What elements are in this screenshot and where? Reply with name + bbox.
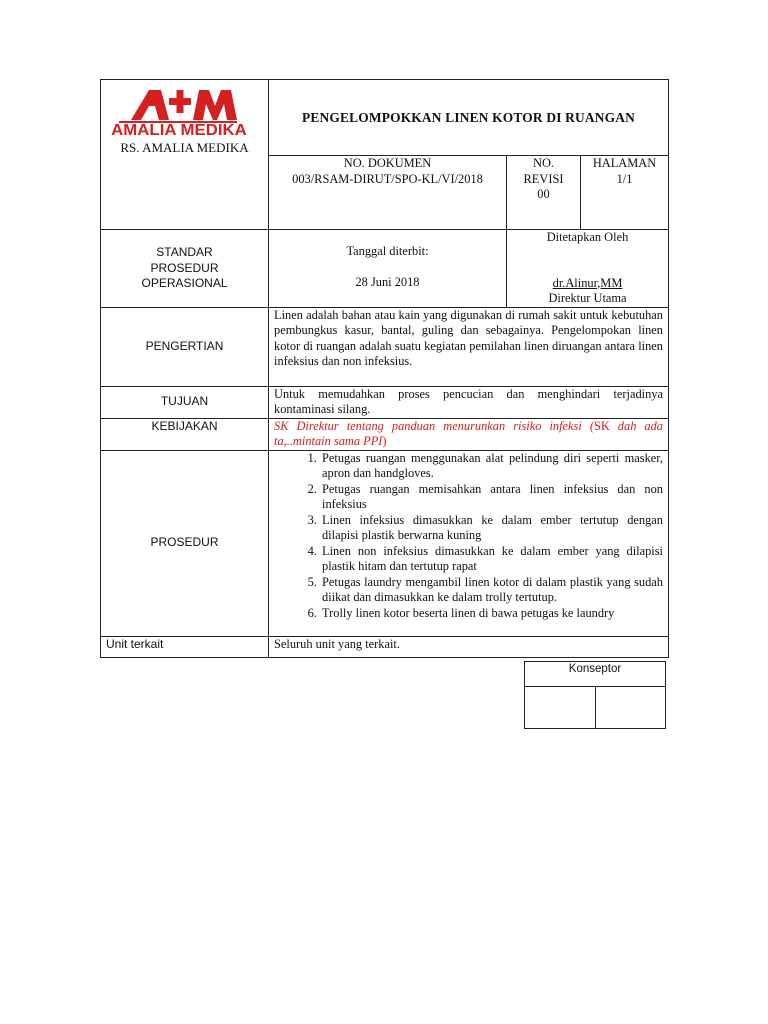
page-label: HALAMAN xyxy=(592,156,657,171)
unit-text: Seluruh unit yang terkait. xyxy=(269,636,669,657)
page-value: 1/1 xyxy=(616,171,633,186)
revision-value: 00 xyxy=(537,187,550,202)
issued-date: 28 Juni 2018 xyxy=(355,274,420,289)
issued-cell xyxy=(269,230,507,308)
pengertian-label: PENGERTIAN xyxy=(101,307,269,386)
prosedur-step: 5. Petugas laundry mengambil linen kotor di dalam plastik yang sudah diikat dan dimasukkan ke dalam trolly tertutup. xyxy=(320,575,663,606)
prosedur-step: 3. Linen infeksius dimasukkan ke dalam ember tertutup dengan dilapisi plastik berwarna kuning xyxy=(320,513,663,544)
sop-label-line3: OPERASIONAL xyxy=(141,276,228,290)
logo-subtitle: AMALIA MEDIKA xyxy=(111,122,247,139)
kebijakan-note-sk: SK xyxy=(593,418,610,433)
page-cell xyxy=(581,156,669,230)
approver-title: Direktur Utama xyxy=(548,291,627,305)
amalia-medika-logo xyxy=(109,84,259,144)
prosedur-list xyxy=(274,451,663,622)
doc-number-value: 003/RSAM-DIRUT/SPO-KL/VI/2018 xyxy=(292,171,483,186)
revision-label: NO. REVISI xyxy=(523,156,564,186)
kebijakan-cell xyxy=(269,418,669,450)
doc-number-label: NO. DOKUMEN xyxy=(343,156,432,171)
konseptor-sign-left xyxy=(525,687,596,729)
revision-cell xyxy=(507,156,581,230)
document-title: PENGELOMPOKKAN LINEN KOTOR DI RUANGAN xyxy=(269,80,669,156)
doc-number-cell xyxy=(269,156,507,230)
kebijakan-label: KEBIJAKAN xyxy=(101,418,269,450)
sop-table xyxy=(100,79,669,658)
kebijakan-note: dah ada ta,..mintain sama PPI xyxy=(274,418,663,448)
prosedur-step: 4. Linen non infeksius dimasukkan ke dalam ember yang dilapisi plastik hitam dan tertutup rapat xyxy=(320,544,663,575)
hospital-name: RS. AMALIA MEDIKA xyxy=(120,140,249,155)
prosedur-step: 6. Trolly linen kotor beserta linen di bawa petugas ke laundry xyxy=(320,606,663,622)
approved-label: Ditetapkan Oleh xyxy=(546,230,629,244)
issued-label: Tanggal diterbit: xyxy=(346,244,429,258)
prosedur-step: 1. Petugas ruangan menggunakan alat pelindung diri seperti masker, apron dan handgloves. xyxy=(320,451,663,482)
pengertian-text: Linen adalah bahan atau kain yang digunakan di rumah sakit untuk kebutuhan pembungkus kasur, bantal, guling dan sebagainya. Pengelompokan linen kotor di ruangan adalah suatu kegiatan pemilahan linen diruangan antara linen infeksius dan non infeksius. xyxy=(269,307,669,386)
unit-label: Unit terkait xyxy=(101,636,269,657)
sop-label-line1: STANDAR xyxy=(156,245,213,259)
approval-cell xyxy=(507,230,669,308)
sop-label-line2: PROSEDUR xyxy=(150,260,219,275)
kebijakan-text: SK Direktur tentang panduan menurunkan risiko infeksi ( xyxy=(274,418,594,433)
tujuan-label: TUJUAN xyxy=(101,386,269,418)
konseptor-sign-right xyxy=(595,687,666,729)
logo-cell xyxy=(101,80,269,230)
prosedur-label: PROSEDUR xyxy=(101,450,269,636)
sop-label-cell xyxy=(101,230,269,308)
kebijakan-close: ) xyxy=(382,434,387,448)
prosedur-cell xyxy=(269,450,669,636)
konseptor-box xyxy=(524,661,666,729)
approver-name: dr.Alinur,MM xyxy=(552,275,623,290)
prosedur-step: 2. Petugas ruangan memisahkan antara linen infeksius dan non infeksius xyxy=(320,482,663,513)
tujuan-text: Untuk memudahkan proses pencucian dan menghindari terjadinya kontaminasi silang. xyxy=(269,386,669,418)
konseptor-label: Konseptor xyxy=(525,662,666,687)
